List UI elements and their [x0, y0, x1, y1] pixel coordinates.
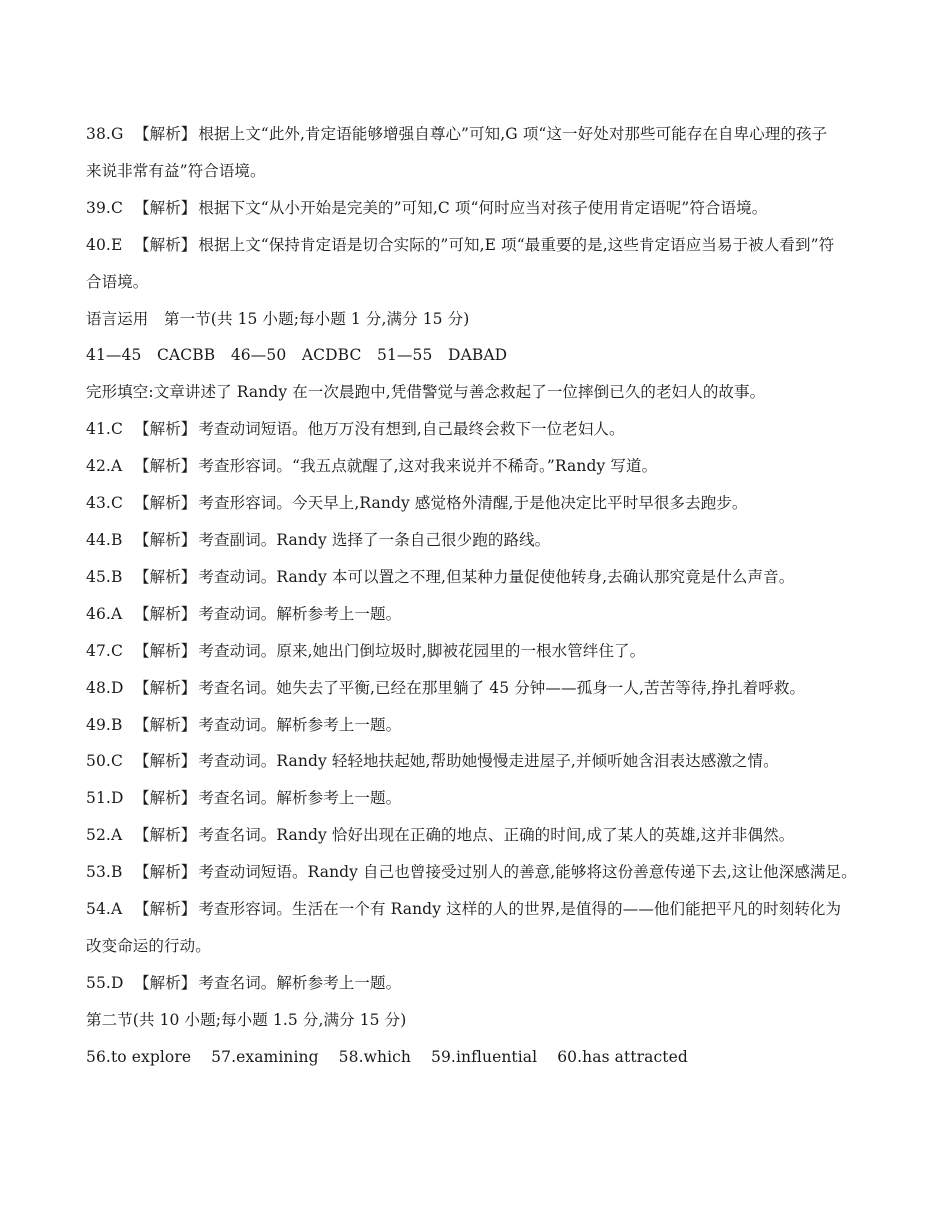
analysis-tag: 【解析】 [134, 900, 197, 919]
question-number: 40.E [86, 235, 123, 254]
answer-56: 56.to explore [86, 1047, 192, 1066]
answer-line [86, 670, 876, 707]
question-number: 49.B [86, 715, 123, 734]
analysis-tag: 【解析】 [134, 863, 197, 882]
line-text: 考查名词。Randy 恰好出现在正确的地点、正确的时间,成了某人的英雄,这并非偶然。 [198, 826, 795, 845]
question-number: 43.C [86, 494, 123, 513]
analysis-tag: 【解析】 [134, 678, 197, 697]
line-text: 完形填空:文章讲述了 Randy 在一次晨跑中,凭借警觉与善念救起了一位摔倒已久的老妇人的故事。 [86, 383, 766, 402]
analysis-tag: 【解析】 [134, 567, 197, 586]
question-number: 41.C [86, 420, 123, 439]
question-number: 48.D [86, 678, 124, 697]
line-text: 考查名词。解析参考上一题。 [198, 789, 402, 808]
answer-line [86, 891, 876, 928]
answer-line [86, 1002, 876, 1039]
line-text: 根据上文“此外,肯定语能够增强自尊心”可知,G 项“这一好处对那些可能存在自卑心理的孩子 [198, 125, 828, 143]
answer-58: 58.which [338, 1047, 411, 1066]
line-text: 考查名词。她失去了平衡,已经在那里躺了 45 分钟——孤身一人,苦苦等待,挣扎着呼救。 [198, 678, 806, 697]
answer-line [86, 116, 876, 153]
question-number: 39.C [86, 198, 123, 217]
answer-59: 59.influential [431, 1047, 538, 1066]
answer-line [86, 707, 876, 744]
analysis-tag: 【解析】 [134, 125, 197, 143]
line-text: 考查动词短语。Randy 自己也曾接受过别人的善意,能够将这份善意传递下去,这让他深感满足。 [198, 863, 857, 882]
question-number: 38.G [86, 125, 124, 143]
answer-line [86, 780, 876, 817]
line-text: 考查形容词。今天早上,Randy 感觉格外清醒,于是他决定比平时早很多去跑步。 [198, 494, 748, 513]
question-number: 47.C [86, 641, 123, 660]
line-text: 根据上文“保持肯定语是切合实际的”可知,E 项“最重要的是,这些肯定语应当易于被人看到”符 [198, 235, 835, 254]
analysis-tag: 【解析】 [134, 235, 197, 254]
question-number: 55.D [86, 973, 124, 992]
answer-line [86, 596, 876, 633]
question-number: 46.A [86, 604, 123, 623]
question-number: 44.B [86, 530, 123, 549]
analysis-tag: 【解析】 [134, 198, 197, 217]
answer-line [86, 965, 876, 1002]
analysis-tag: 【解析】 [134, 420, 197, 439]
answer-line [86, 264, 876, 301]
answer-key-page [86, 116, 876, 1076]
line-text: 考查动词。解析参考上一题。 [198, 715, 402, 734]
analysis-tag: 【解析】 [134, 530, 197, 549]
answer-line [86, 227, 876, 264]
question-number: 51.D [86, 789, 124, 808]
line-text: 改变命运的行动。 [86, 936, 211, 955]
answer-57: 57.examining [211, 1047, 319, 1066]
answer-line [86, 374, 876, 411]
line-text: 根据下文“从小开始是完美的”可知,C 项“何时应当对孩子使用肯定语呢”符合语境。 [198, 198, 768, 217]
analysis-tag: 【解析】 [134, 826, 197, 845]
analysis-tag: 【解析】 [134, 604, 197, 623]
line-text: 来说非常有益”符合语境。 [86, 161, 266, 180]
answer-line [86, 337, 876, 374]
line-text: 考查名词。解析参考上一题。 [198, 973, 402, 992]
question-number: 50.C [86, 752, 123, 771]
analysis-tag: 【解析】 [134, 641, 197, 660]
answer-line [86, 485, 876, 522]
analysis-tag: 【解析】 [134, 457, 197, 476]
answer-line [86, 633, 876, 670]
question-number: 53.B [86, 863, 123, 882]
line-text: 考查形容词。“我五点就醒了,这对我来说并不稀奇。”Randy 写道。 [198, 457, 658, 476]
line-text: 语言运用 第一节(共 15 小题;每小题 1 分,满分 15 分) [86, 309, 470, 328]
answer-line [86, 190, 876, 227]
answer-line [86, 928, 876, 965]
analysis-tag: 【解析】 [134, 789, 197, 808]
answer-60: 60.has attracted [557, 1047, 688, 1066]
answer-line [86, 448, 876, 485]
question-number: 42.A [86, 457, 123, 476]
line-text: 考查动词。Randy 本可以置之不理,但某种力量促使他转身,去确认那究竟是什么声音。 [198, 567, 795, 586]
line-text: 考查动词。Randy 轻轻地扶起她,帮助她慢慢走进屋子,并倾听她含泪表达感激之情。 [198, 752, 779, 771]
answer-line [86, 301, 876, 338]
line-text: 考查动词。解析参考上一题。 [198, 604, 402, 623]
line-text: 考查动词。原来,她出门倒垃圾时,脚被花园里的一根水管绊住了。 [198, 641, 646, 660]
line-text: 考查动词短语。他万万没有想到,自己最终会救下一位老妇人。 [198, 420, 625, 439]
line-text: 考查副词。Randy 选择了一条自己很少跑的路线。 [198, 530, 551, 549]
line-text: 合语境。 [86, 272, 149, 291]
answer-line [86, 743, 876, 780]
analysis-tag: 【解析】 [134, 494, 197, 513]
question-number: 54.A [86, 900, 123, 919]
answer-lines [86, 116, 876, 1039]
answer-line [86, 817, 876, 854]
fill-blank-answers [86, 1039, 876, 1076]
question-number: 45.B [86, 567, 123, 586]
analysis-tag: 【解析】 [134, 973, 197, 992]
answer-line [86, 854, 876, 891]
answer-line [86, 411, 876, 448]
analysis-tag: 【解析】 [134, 715, 197, 734]
answer-line [86, 559, 876, 596]
answer-line [86, 522, 876, 559]
line-text: 考查形容词。生活在一个有 Randy 这样的人的世界,是值得的——他们能把平凡的时刻转化为 [198, 900, 842, 919]
line-text: 41—45 CACBB 46—50 ACDBC 51—55 DABAD [86, 346, 508, 365]
answer-line [86, 153, 876, 190]
line-text: 第二节(共 10 小题;每小题 1.5 分,满分 15 分) [86, 1010, 407, 1029]
analysis-tag: 【解析】 [134, 752, 197, 771]
question-number: 52.A [86, 826, 123, 845]
